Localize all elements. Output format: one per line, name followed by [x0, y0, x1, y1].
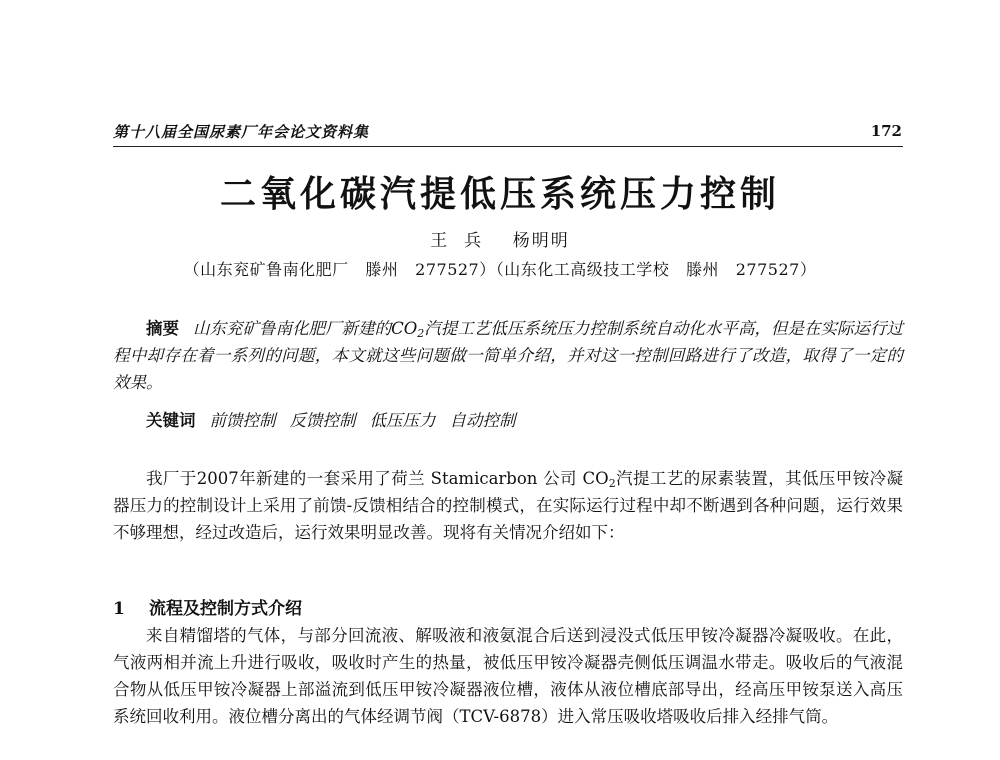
page-number: 172 — [870, 122, 902, 140]
abstract-subscript: 2 — [417, 327, 425, 340]
authors: 王 兵 杨明明 — [430, 231, 570, 251]
intro-text-2: 汽提工艺的尿素装置，其低压甲铵冷凝器压力的控制设计上采用了前馈-反馈相结合的控制模式，在实际运行过程中却不断遇到各种问题，运行效果不够理想，经过改造后，运行效果明显改善。现将有关情况介绍如下： — [113, 469, 904, 542]
header-rule — [113, 146, 903, 147]
keyword: 反馈控制 — [289, 411, 356, 430]
keyword: 前馈控制 — [209, 411, 276, 430]
intro-subscript: 2 — [608, 477, 616, 490]
abstract-text-2: 汽提工艺低压系统压力控制系统自动化水平高，但是在实际运行过程中却存在着一系列的问题，本文就这些问题做一简单介绍，并对这一控制回路进行了改造，取得了一定的效果。 — [113, 319, 904, 392]
intro-text-1: 我厂于2007年新建的一套采用了荷兰 Stamicarbon 公司 CO — [146, 469, 609, 488]
keywords-label: 关键词 — [146, 411, 196, 430]
section-title: 流程及控制方式介绍 — [149, 599, 302, 619]
abstract-label: 摘要 — [146, 319, 180, 338]
running-header: 第十八届全国尿素厂年会论文资料集 — [113, 123, 370, 141]
abstract — [113, 315, 903, 396]
keywords — [113, 407, 903, 434]
affiliation: （山东兖矿鲁南化肥厂 滕州 277527）（山东化工高级技工学校 滕州 277527） — [183, 260, 817, 279]
intro-paragraph — [113, 465, 903, 546]
abstract-text-1: 山东兖矿鲁南化肥厂新建的CO — [193, 319, 418, 338]
section-paragraph: 来自精馏塔的气体，与部分回流液、解吸液和液氨混合后送到浸没式低压甲铵冷凝器冷凝吸收。在此，气液两相并流上升进行吸收，吸收时产生的热量，被低压甲铵冷凝器壳侧低压调温水带走。吸收后的气液混合物从低压甲铵冷凝器上部溢流到低压甲铵冷凝器液位槽，液体从液位槽底部导出，经高压甲铵泵送入高压系统回收利用。液位槽分离出的气体经调节阀（TCV-6878）进入常压吸收塔吸收后排入经排气筒。 — [113, 626, 903, 726]
keyword: 自动控制 — [449, 411, 516, 430]
paper-title: 二氧化碳汽提低压系统压力控制 — [219, 173, 780, 215]
section-number: 1 — [113, 599, 125, 619]
keyword: 低压压力 — [369, 411, 436, 430]
section-heading — [113, 594, 302, 619]
